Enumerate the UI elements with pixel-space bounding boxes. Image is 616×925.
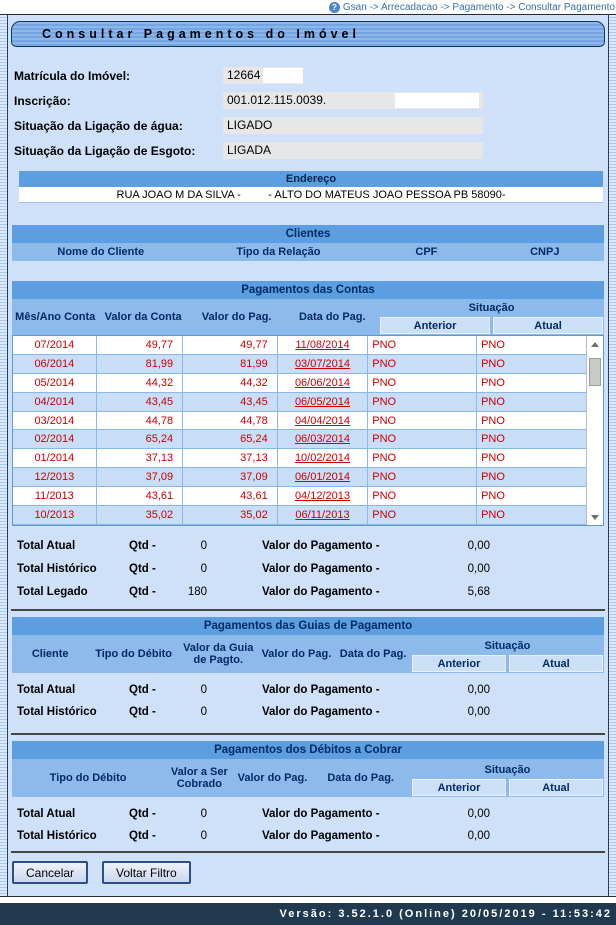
col-tipo-debito: Tipo do Débito bbox=[49, 772, 127, 784]
ligacao-esgoto-field[interactable] bbox=[223, 142, 483, 159]
total-label: Total Atual bbox=[17, 808, 76, 820]
contas-scroll-area bbox=[12, 335, 604, 526]
table-row bbox=[13, 506, 586, 525]
section-divider bbox=[11, 851, 605, 853]
endereco-table bbox=[19, 171, 603, 203]
payment-date-cell bbox=[278, 430, 369, 448]
col-valor-pag: Valor do Pag. bbox=[237, 772, 308, 784]
qtd-value: 0 bbox=[200, 539, 207, 552]
section-divider bbox=[11, 609, 605, 611]
ligacao-agua-label: Situação da Ligação de água: bbox=[14, 118, 183, 133]
month-year-cell: 07/2014 bbox=[13, 336, 97, 354]
month-year-cell: 03/2014 bbox=[13, 412, 97, 430]
col-situacao-atual: Atual bbox=[509, 655, 603, 672]
col-situacao-group bbox=[379, 299, 604, 335]
month-year-cell: 04/2014 bbox=[13, 393, 97, 411]
col-situacao-atual: Atual bbox=[493, 317, 603, 334]
col-situacao-anterior: Anterior bbox=[412, 655, 506, 672]
month-year-cell: 12/2013 bbox=[13, 468, 97, 486]
contas-title: Pagamentos das Contas bbox=[12, 281, 604, 299]
month-year-cell: 01/2014 bbox=[13, 449, 97, 467]
col-data-pag: Data do Pag. bbox=[327, 772, 394, 784]
payment-value-cell: 37,09 bbox=[183, 468, 278, 486]
valor-value: 0,00 bbox=[467, 706, 490, 718]
qtd-label: Qtd - bbox=[129, 539, 156, 552]
col-situacao-anterior: Anterior bbox=[412, 779, 506, 796]
situacao-label: Situação bbox=[468, 302, 515, 314]
payment-date-link[interactable]: 10/02/2014 bbox=[294, 452, 350, 465]
month-year-cell: 02/2014 bbox=[13, 430, 97, 448]
situacao-anterior-cell: PNO bbox=[368, 468, 477, 486]
valor-label: Valor do Pagamento - bbox=[262, 808, 380, 820]
qtd-value: 0 bbox=[200, 830, 207, 842]
col-valor-conta: Valor da Conta bbox=[104, 311, 182, 323]
matricula-value: 12664 bbox=[227, 68, 261, 82]
valor-value: 0,00 bbox=[467, 684, 490, 696]
page-title: Consultar Pagamentos do Imóvel bbox=[11, 21, 605, 47]
table-row bbox=[13, 393, 586, 412]
version-text: Versão: 3.52.1.0 (Online) 20/05/2019 - 11:53:42 bbox=[279, 908, 612, 920]
col-situacao-atual: Atual bbox=[509, 779, 603, 796]
col-tipo-debito: Tipo do Débito bbox=[95, 648, 173, 660]
valor-value: 0,00 bbox=[467, 539, 490, 552]
total-row-atual bbox=[17, 803, 604, 825]
payment-value-cell: 35,02 bbox=[183, 506, 278, 524]
situacao-atual-cell: PNO bbox=[481, 338, 505, 351]
ligacao-agua-field[interactable] bbox=[223, 117, 483, 134]
payment-value-cell: 37,13 bbox=[183, 449, 278, 467]
payment-value-cell: 81,99 bbox=[183, 355, 278, 373]
inscricao-value: 001.012.115.0039. bbox=[227, 93, 327, 107]
col-cnpj: CNPJ bbox=[530, 246, 560, 258]
qtd-value: 180 bbox=[187, 585, 207, 598]
payment-date-link[interactable]: 06/01/2014 bbox=[294, 471, 350, 484]
valor-label: Valor do Pagamento - bbox=[262, 830, 380, 842]
col-valor-guia: Valor da Guia de Pagto. bbox=[183, 642, 254, 666]
situacao-anterior-cell: PNO bbox=[368, 412, 477, 430]
situacao-label: Situação bbox=[484, 764, 531, 776]
situacao-anterior-cell: PNO bbox=[368, 506, 477, 524]
situacao-atual-cell: PNO bbox=[481, 395, 505, 408]
section-divider bbox=[11, 733, 605, 735]
form-row-ligacao-esgoto bbox=[14, 138, 607, 163]
back-filter-button[interactable]: Voltar Filtro bbox=[102, 861, 191, 884]
situacao-anterior-cell: PNO bbox=[368, 487, 477, 505]
conta-value-cell: 44,78 bbox=[97, 412, 184, 430]
valor-value: 0,00 bbox=[467, 830, 490, 842]
valor-value: 5,68 bbox=[467, 585, 490, 598]
qtd-label: Qtd - bbox=[129, 562, 156, 575]
matricula-field[interactable] bbox=[223, 67, 303, 84]
qtd-value: 0 bbox=[200, 684, 207, 696]
payment-date-cell bbox=[278, 487, 369, 505]
situacao-anterior-cell: PNO bbox=[368, 449, 477, 467]
situacao-atual-cell: PNO bbox=[481, 452, 505, 465]
debitos-table bbox=[12, 741, 604, 847]
qtd-value: 0 bbox=[200, 808, 207, 820]
breadcrumb-text: Gsan -> Arrecadacao -> Pagamento -> Consultar Pagamento bbox=[342, 1, 615, 13]
table-row bbox=[13, 430, 586, 449]
payment-date-cell bbox=[278, 506, 369, 524]
form-row-inscricao bbox=[14, 88, 607, 113]
col-situacao-group bbox=[411, 635, 604, 673]
conta-value-cell: 49,77 bbox=[97, 336, 184, 354]
payment-date-link[interactable]: 04/04/2014 bbox=[294, 414, 350, 427]
scrollbar[interactable] bbox=[586, 336, 603, 525]
conta-value-cell: 81,99 bbox=[97, 355, 184, 373]
col-nome-cliente: Nome do Cliente bbox=[57, 246, 145, 258]
total-label: Total Histórico bbox=[17, 706, 97, 718]
col-situacao-anterior: Anterior bbox=[380, 317, 490, 334]
col-tipo-relacao: Tipo da Relação bbox=[236, 246, 321, 258]
cancel-button[interactable]: Cancelar bbox=[12, 861, 88, 884]
payment-date-cell bbox=[278, 393, 369, 411]
scrollbar-up-button[interactable] bbox=[587, 336, 603, 352]
pagamentos-contas-table bbox=[12, 281, 604, 603]
valor-label: Valor do Pagamento - bbox=[262, 684, 380, 696]
situacao-anterior-cell: PNO bbox=[368, 374, 477, 392]
qtd-value: 0 bbox=[200, 706, 207, 718]
guias-header-row bbox=[12, 635, 604, 673]
qtd-label: Qtd - bbox=[129, 684, 156, 696]
form-row-ligacao-agua bbox=[14, 113, 607, 138]
payment-date-cell bbox=[278, 355, 369, 373]
situacao-anterior-cell: PNO bbox=[368, 355, 477, 373]
total-row-historico bbox=[17, 701, 604, 723]
month-year-cell: 05/2014 bbox=[13, 374, 97, 392]
breadcrumb bbox=[0, 0, 616, 14]
table-row bbox=[13, 449, 586, 468]
situacao-atual-cell: PNO bbox=[481, 508, 505, 521]
payment-value-cell: 43,61 bbox=[183, 487, 278, 505]
conta-value-cell: 43,45 bbox=[97, 393, 184, 411]
situacao-atual-cell: PNO bbox=[481, 490, 505, 503]
endereco-header: Endereço bbox=[19, 171, 603, 187]
property-form bbox=[14, 63, 607, 163]
total-label: Total Histórico bbox=[17, 830, 97, 842]
redaction-box bbox=[263, 68, 303, 83]
conta-value-cell: 43,61 bbox=[97, 487, 184, 505]
payment-date-link[interactable]: 06/05/2014 bbox=[294, 395, 350, 408]
col-situacao-group bbox=[411, 759, 604, 797]
col-data-pag: Data do Pag. bbox=[298, 311, 366, 323]
table-row bbox=[13, 336, 586, 355]
conta-value-cell: 65,24 bbox=[97, 430, 184, 448]
situacao-atual-cell: PNO bbox=[481, 471, 505, 484]
ligacao-agua-value: LIGADO bbox=[227, 118, 273, 132]
total-row-atual bbox=[17, 534, 604, 557]
col-cliente: Cliente bbox=[31, 648, 69, 660]
payment-date-cell bbox=[278, 449, 369, 467]
debitos-title: Pagamentos dos Débitos a Cobrar bbox=[12, 741, 604, 759]
qtd-value: 0 bbox=[200, 562, 207, 575]
redaction-box bbox=[395, 93, 479, 108]
payment-date-link[interactable]: 11/08/2014 bbox=[295, 338, 350, 351]
guias-title: Pagamentos das Guias de Pagamento bbox=[12, 617, 604, 635]
month-year-cell: 06/2014 bbox=[13, 355, 97, 373]
col-data-pag: Data do Pag. bbox=[339, 648, 407, 660]
situacao-anterior-cell: PNO bbox=[368, 336, 477, 354]
col-mes-ano: Mês/Ano Conta bbox=[15, 311, 96, 323]
inscricao-field[interactable] bbox=[223, 92, 483, 109]
clientes-table bbox=[12, 225, 604, 261]
table-row bbox=[13, 487, 586, 506]
conta-value-cell: 44,32 bbox=[97, 374, 184, 392]
clientes-title: Clientes bbox=[12, 225, 604, 243]
guias-table bbox=[12, 617, 604, 723]
total-row-legado bbox=[17, 580, 604, 603]
payment-value-cell: 65,24 bbox=[183, 430, 278, 448]
main-panel bbox=[0, 14, 616, 897]
debitos-header-row bbox=[12, 759, 604, 797]
situacao-anterior-cell: PNO bbox=[368, 430, 477, 448]
qtd-label: Qtd - bbox=[129, 585, 156, 598]
scrollbar-down-button[interactable] bbox=[587, 509, 603, 525]
valor-label: Valor do Pagamento - bbox=[262, 539, 380, 552]
qtd-label: Qtd - bbox=[129, 808, 156, 820]
footer-version-bar bbox=[0, 903, 616, 925]
debitos-totals bbox=[17, 803, 604, 847]
table-row bbox=[13, 374, 586, 393]
matricula-label: Matrícula do Imóvel: bbox=[14, 68, 131, 83]
table-row bbox=[13, 468, 586, 487]
total-row-atual bbox=[17, 679, 604, 701]
total-label: Total Histórico bbox=[17, 562, 97, 575]
payment-date-link[interactable]: 06/06/2014 bbox=[294, 376, 350, 389]
qtd-label: Qtd - bbox=[129, 706, 156, 718]
situacao-atual-cell: PNO bbox=[481, 376, 505, 389]
conta-value-cell: 35,02 bbox=[97, 506, 184, 524]
conta-value-cell: 37,09 bbox=[97, 468, 184, 486]
valor-label: Valor do Pagamento - bbox=[262, 562, 380, 575]
payment-date-cell bbox=[278, 412, 369, 430]
month-year-cell: 11/2013 bbox=[13, 487, 97, 505]
table-row bbox=[13, 355, 586, 374]
inscricao-label: Inscrição: bbox=[14, 93, 71, 108]
valor-value: 0,00 bbox=[467, 562, 490, 575]
edge-stripe-right bbox=[608, 15, 616, 896]
situacao-atual-cell: PNO bbox=[481, 433, 505, 446]
chevron-down-icon bbox=[591, 515, 599, 520]
payment-value-cell: 44,32 bbox=[183, 374, 278, 392]
payment-date-link[interactable]: 04/12/2013 bbox=[294, 490, 350, 503]
situacao-atual-cell: PNO bbox=[481, 357, 505, 370]
payment-value-cell: 44,78 bbox=[183, 412, 278, 430]
valor-label: Valor do Pagamento - bbox=[262, 706, 380, 718]
month-year-cell: 10/2013 bbox=[13, 506, 97, 524]
contas-rows bbox=[13, 336, 586, 525]
payment-date-link[interactable]: 06/03/2014 bbox=[294, 433, 350, 446]
total-label: Total Legado bbox=[17, 585, 88, 598]
contas-totals bbox=[17, 534, 604, 603]
payment-date-cell bbox=[278, 336, 369, 354]
ligacao-esgoto-label: Situação da Ligação de Esgoto: bbox=[14, 143, 196, 158]
endereco-value: RUA JOAO M DA SILVA - - ALTO DO MATEUS JOAO PESSOA PB 58090- bbox=[19, 187, 603, 203]
chevron-up-icon bbox=[591, 342, 599, 347]
scrollbar-thumb[interactable] bbox=[589, 358, 601, 386]
button-row bbox=[12, 861, 607, 884]
situacao-label: Situação bbox=[484, 640, 531, 652]
total-label: Total Atual bbox=[17, 684, 76, 696]
conta-value-cell: 37,13 bbox=[97, 449, 184, 467]
payment-date-link[interactable]: 06/11/2013 bbox=[295, 508, 350, 521]
situacao-atual-cell: PNO bbox=[481, 414, 505, 427]
total-label: Total Atual bbox=[17, 539, 76, 552]
situacao-anterior-cell: PNO bbox=[368, 393, 477, 411]
edge-stripe-left bbox=[0, 15, 8, 896]
col-cpf: CPF bbox=[415, 246, 438, 258]
valor-value: 0,00 bbox=[467, 808, 490, 820]
table-row bbox=[13, 412, 586, 431]
contas-header-row bbox=[12, 299, 604, 335]
total-row-historico bbox=[17, 825, 604, 847]
valor-label: Valor do Pagamento - bbox=[262, 585, 380, 598]
ligacao-esgoto-value: LIGADA bbox=[227, 143, 272, 157]
col-valor-cobrado: Valor a Ser Cobrado bbox=[170, 766, 228, 790]
col-valor-pag: Valor do Pag. bbox=[201, 311, 272, 323]
payment-date-cell bbox=[278, 374, 369, 392]
help-icon[interactable]: ? bbox=[329, 2, 340, 13]
total-row-historico bbox=[17, 557, 604, 580]
qtd-label: Qtd - bbox=[129, 830, 156, 842]
payment-value-cell: 43,45 bbox=[183, 393, 278, 411]
col-valor-pag: Valor do Pag. bbox=[261, 648, 332, 660]
payment-value-cell: 49,77 bbox=[183, 336, 278, 354]
clientes-header-row bbox=[12, 243, 604, 261]
payment-date-cell bbox=[278, 468, 369, 486]
payment-date-link[interactable]: 03/07/2014 bbox=[294, 357, 350, 370]
form-row-matricula bbox=[14, 63, 607, 88]
guias-totals bbox=[17, 679, 604, 723]
